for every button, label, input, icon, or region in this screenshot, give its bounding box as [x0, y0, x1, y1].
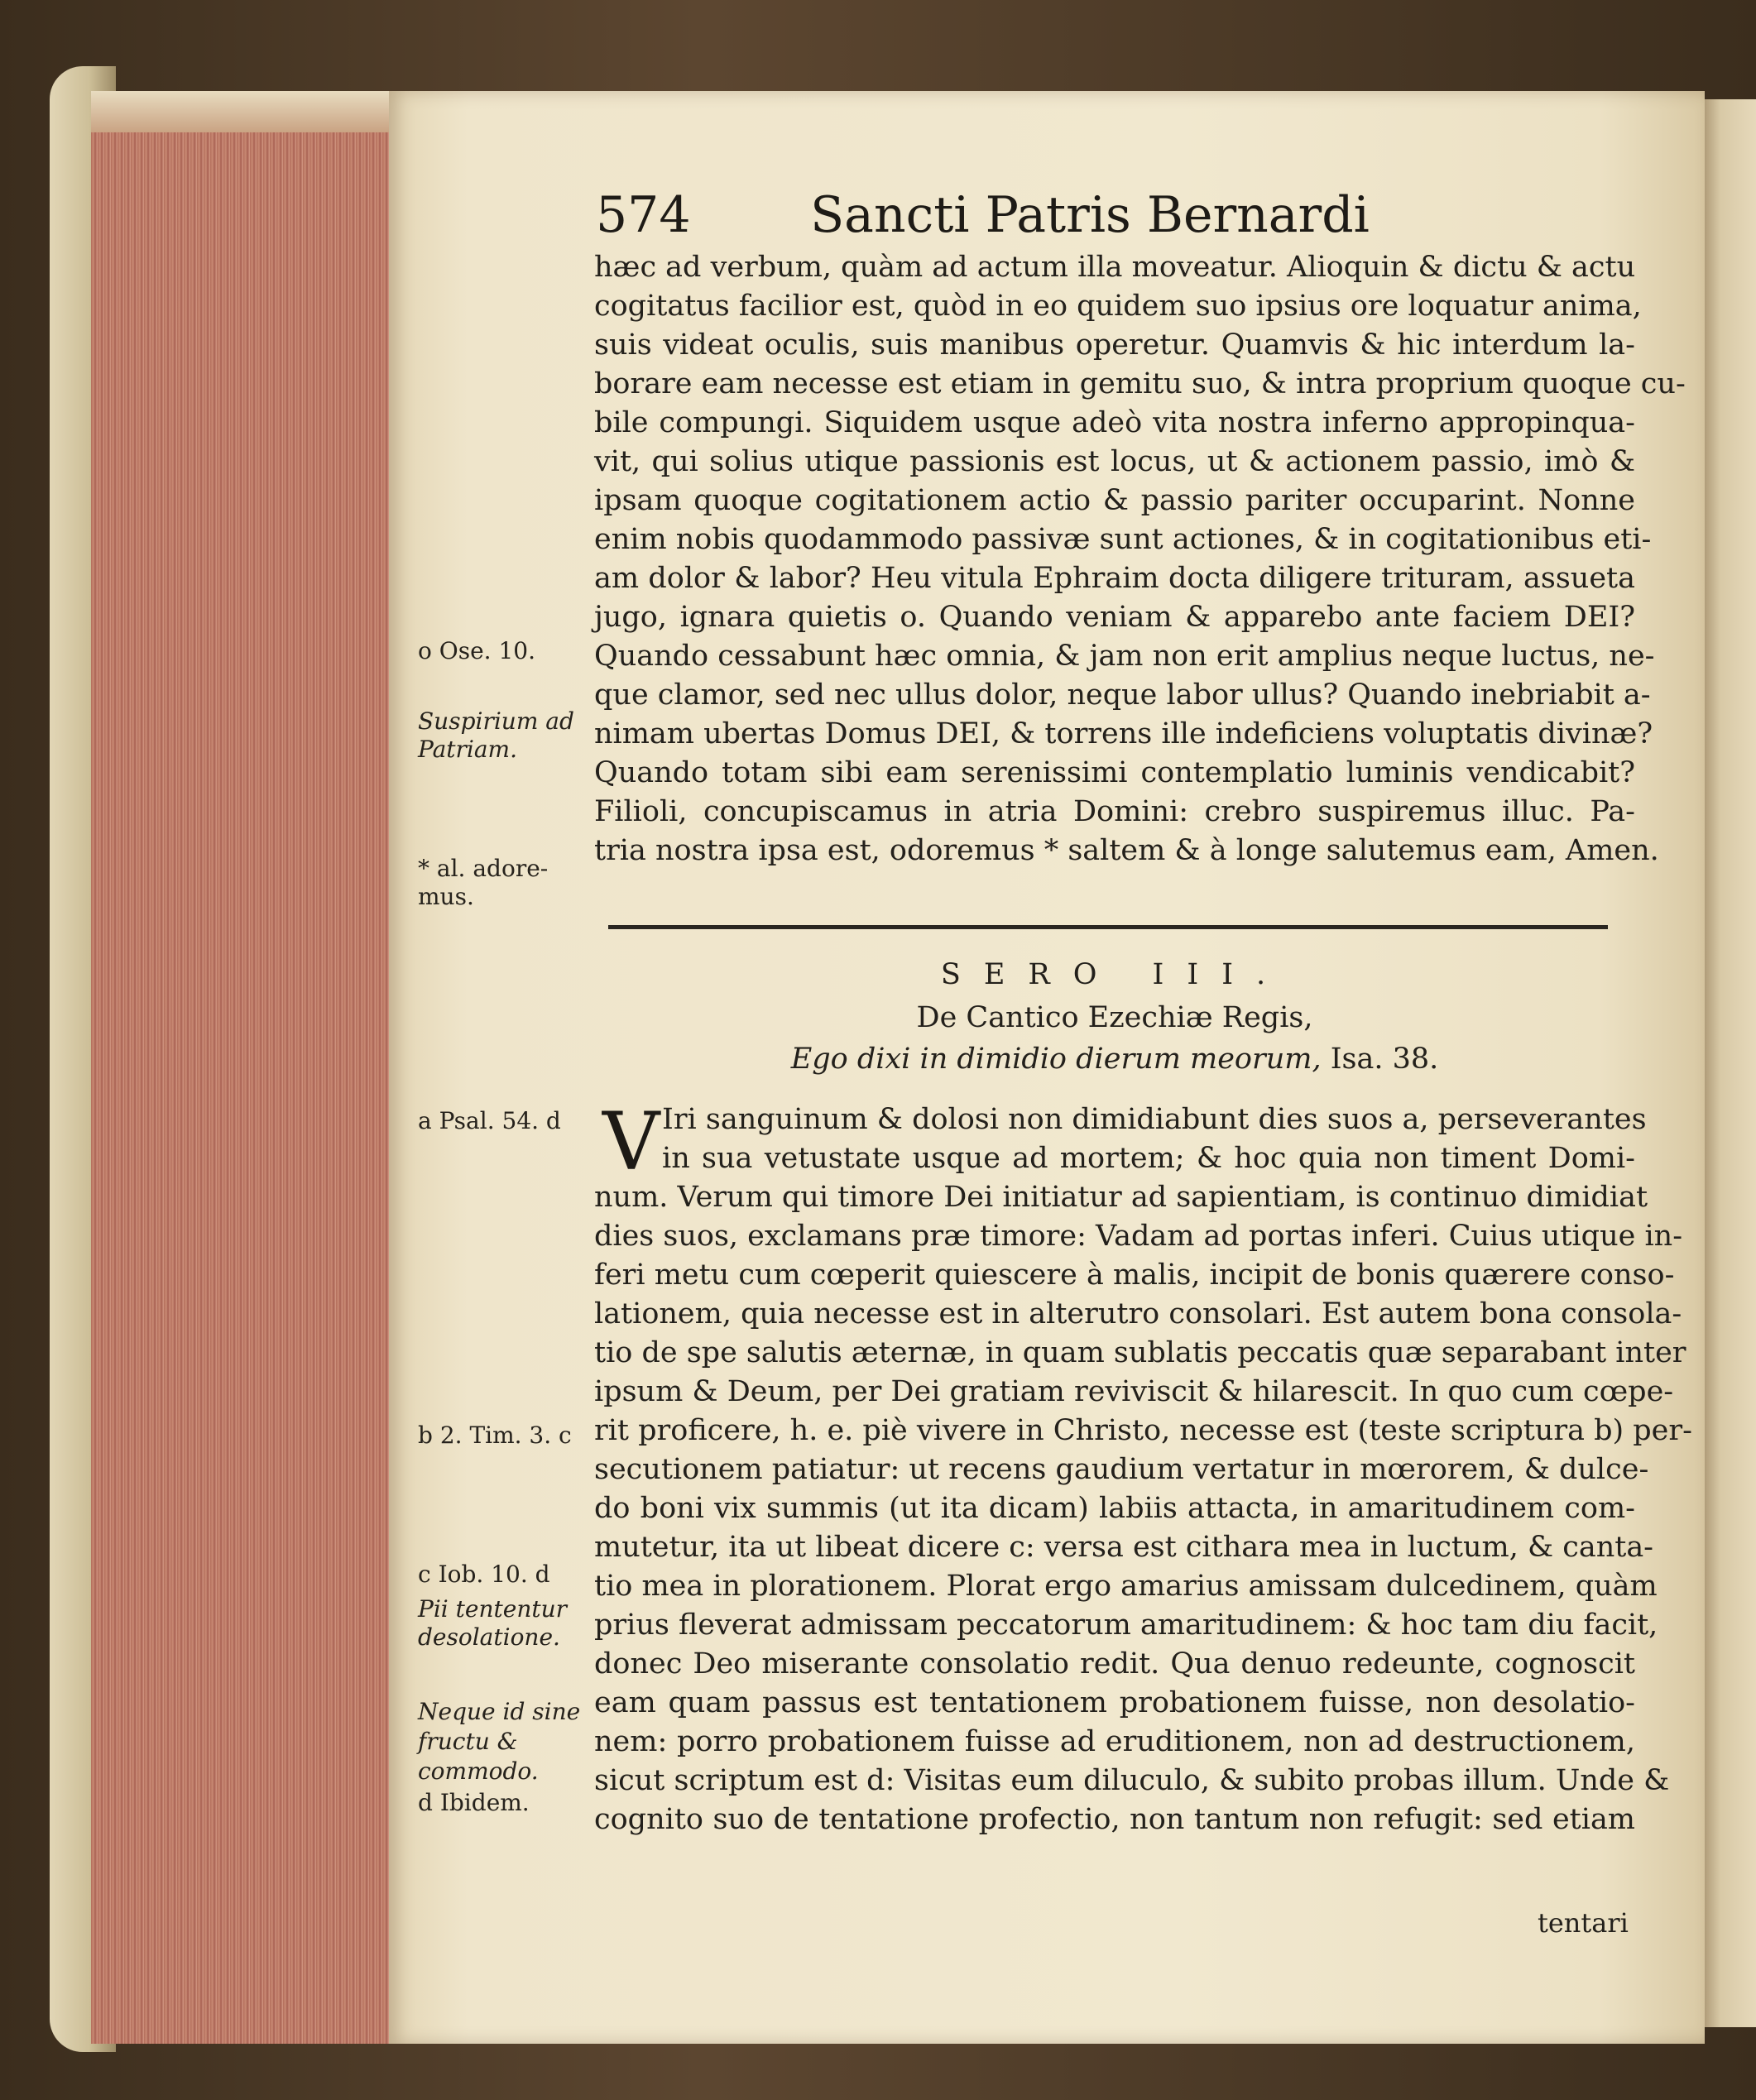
citation-reference: Isa. 38.	[1330, 1043, 1439, 1076]
text-line: secutionem patiatur: ut recens gaudium vertatur in mœrorem, & dulce-	[594, 1453, 1649, 1486]
margin-note-adoremus-cont: mus.	[418, 883, 474, 910]
body-text-bottom	[594, 1178, 1692, 1839]
facing-page-edge	[1696, 99, 1756, 2027]
text-line: mutetur, ita ut libeat dicere c: versa est cithara mea in luctum, & canta-	[594, 1531, 1654, 1564]
text-line: donec Deo miserante consolatio redit. Qua denuo redeunte, cognoscit	[594, 1647, 1635, 1680]
citation-quote: Ego dixi in dimidio dierum meorum,	[790, 1043, 1322, 1076]
margin-note-adoremus: * al. adore-	[418, 855, 549, 882]
text-line: feri metu cum cœperit quiescere à malis, incipit de bonis quærere conso-	[594, 1259, 1675, 1292]
text-line: ipsum & Deum, per Dei gratiam reviviscit & hilarescit. In quo cum cœpe-	[594, 1375, 1674, 1408]
text-line: borare eam necesse est etiam in gemitu suo, & intra proprium quoque cu-	[594, 367, 1686, 400]
text-line: hæc ad verbum, quàm ad actum illa moveatur. Alioquin & dictu & actu	[594, 251, 1636, 284]
catchword: tentari	[1538, 1907, 1629, 1939]
page-block-top	[91, 91, 397, 132]
text-line: Iri sanguinum & dolosi non dimidiabunt dies suos a, perseverantes	[662, 1103, 1647, 1136]
margin-note-fructu: fructu &	[418, 1728, 518, 1755]
sermon-title: SERO III.	[940, 958, 1289, 991]
margin-note-suspirium: Suspirium ad	[418, 707, 574, 735]
margin-note-patriam: Patriam.	[418, 736, 518, 763]
text-line: ipsam quoque cogitationem actio & passio pariter occuparint. Nonne	[594, 484, 1635, 517]
text-line: dies suos, exclamans præ timore: Vadam ad portas inferi. Cuius utique in-	[594, 1220, 1683, 1253]
text-line: Quando totam sibi eam serenissimi contemplatio luminis vendicabit?	[594, 756, 1635, 789]
text-line: num. Verum qui timore Dei initiatur ad sapientiam, is continuo dimidiat	[594, 1181, 1648, 1214]
text-line: lationem, quia necesse est in alterutro consolari. Est autem bona consola-	[594, 1297, 1682, 1330]
text-line: suis videat oculis, suis manibus operetur. Quamvis & hic interdum la-	[594, 328, 1635, 362]
text-line: que clamor, sed nec ullus dolor, neque labor ullus? Quando inebriabit a-	[594, 678, 1651, 712]
margin-note-commodo: commodo.	[418, 1757, 539, 1785]
body-text-first-lines	[662, 1100, 1647, 1178]
margin-note-pii: Pii tententur	[418, 1595, 568, 1623]
margin-note-neque: Neque id sine	[418, 1698, 581, 1725]
running-header	[596, 186, 1370, 244]
section-rule	[608, 925, 1608, 929]
margin-note-job: c Iob. 10. d	[418, 1561, 550, 1588]
text-line: nimam ubertas Domus DEI, & torrens ille indeficiens voluptatis divinæ?	[594, 717, 1653, 750]
text-line: in sua vetustate usque ad mortem; & hoc quia non timent Domi-	[662, 1142, 1635, 1175]
margin-note-ose: o Ose. 10.	[418, 637, 535, 664]
margin-note-desolatione: desolatione.	[418, 1623, 560, 1651]
text-line: cogitatus facilior est, quòd in eo quidem suo ipsius ore loquatur anima,	[594, 290, 1642, 323]
sermon-subtitle: De Cantico Ezechiæ Regis,	[916, 1001, 1313, 1034]
text-line: sicut scriptum est d: Visitas eum diluculo, & subito probas illum. Unde &	[594, 1764, 1670, 1797]
margin-note-timothy: b 2. Tim. 3. c	[418, 1422, 572, 1449]
text-line: Filioli, concupiscamus in atria Domini: crebro suspiremus illuc. Pa-	[594, 795, 1635, 828]
text-line: Quando cessabunt hæc omnia, & jam non erit amplius neque luctus, ne-	[594, 640, 1655, 673]
text-line: bile compungi. Siquidem usque adeò vita nostra inferno appropinqua-	[594, 406, 1635, 439]
text-line: tria nostra ipsa est, odoremus * saltem & à longe salutemus eam, Amen.	[594, 834, 1659, 867]
text-line: vit, qui solius utique passionis est locus, ut & actionem passio, imò &	[594, 445, 1635, 478]
text-line: nem: porro probationem fuisse ad eruditionem, non ad destructionem,	[594, 1725, 1635, 1758]
drop-capital: V	[602, 1096, 660, 1188]
text-line: tio de spe salutis æternæ, in quam sublatis peccatis quæ separabant inter	[594, 1336, 1686, 1369]
text-line: rit proficere, h. e. piè vivere in Christo, necesse est (teste scriptura b) per-	[594, 1414, 1692, 1447]
text-line: tio mea in plorationem. Plorat ergo amarius amissam dulcedinem, quàm	[594, 1570, 1658, 1603]
page-number: 574	[596, 186, 691, 244]
page-block-edges	[91, 91, 397, 2044]
text-line: enim nobis quodammodo passivæ sunt actiones, & in cogitationibus eti-	[594, 523, 1652, 556]
text-line: eam quam passus est tentationem probationem fuisse, non desolatio-	[594, 1686, 1635, 1719]
margin-note-psalm: a Psal. 54. d	[418, 1107, 561, 1134]
text-line: prius fleverat admissam peccatorum amaritudinem: & hoc tam diu facit,	[594, 1609, 1658, 1642]
text-line: cognito suo de tentatione profectio, non tantum non refugit: sed etiam	[594, 1803, 1635, 1836]
sermon-citation	[594, 1043, 1635, 1076]
text-line: do boni vix summis (ut ita dicam) labiis attacta, in amaritudinem com-	[594, 1492, 1635, 1525]
margin-note-ibidem: d Ibidem.	[418, 1789, 530, 1816]
body-text-top	[594, 248, 1686, 870]
text-line: am dolor & labor? Heu vitula Ephraim docta diligere trituram, assueta	[594, 562, 1635, 595]
text-line: jugo, ignara quietis o. Quando veniam & apparebo ante faciem DEI?	[594, 601, 1635, 634]
running-title: Sancti Patris Bernardi	[810, 186, 1370, 244]
